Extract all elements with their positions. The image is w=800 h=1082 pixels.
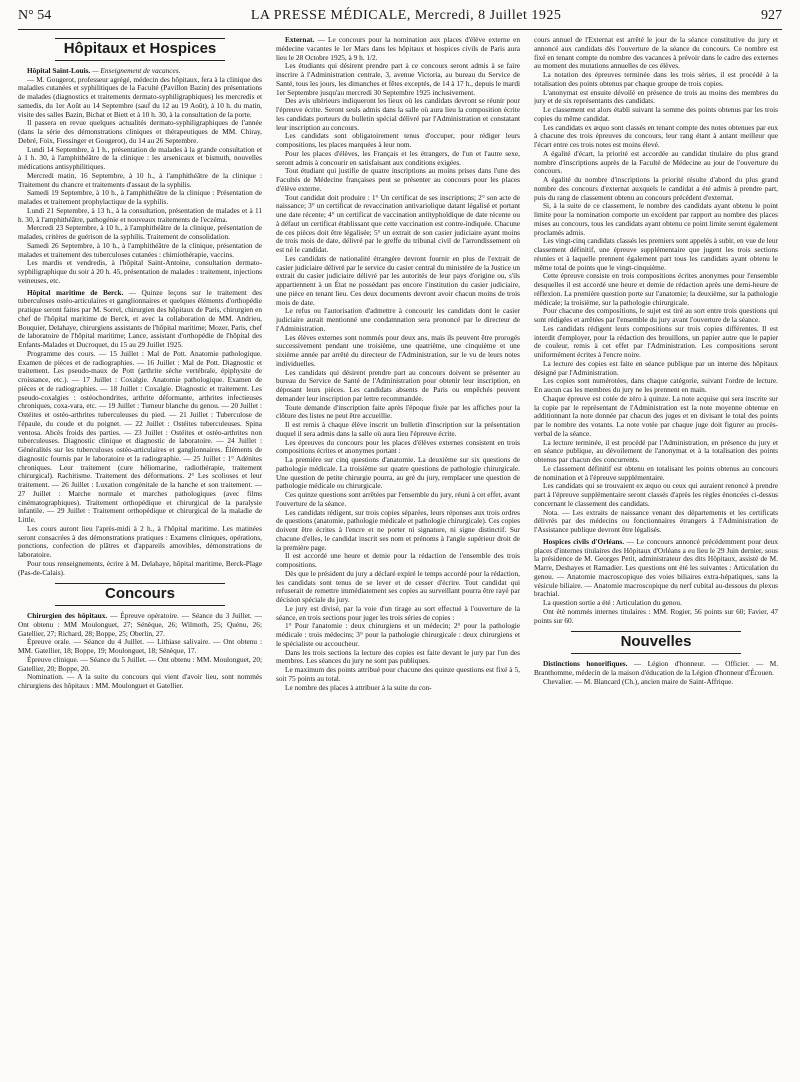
paragraph: Le classement est alors établi suivant la somme des points obtenus par les trois copies du même candidat. [534,105,778,123]
section-title-nouvelles: Nouvelles [620,633,692,651]
paragraph: Le classement définitif est obtenu en totalisant les points obtenus au concours de nomination et à l'épreuve supplémentaire. [534,463,778,482]
divider [571,653,742,654]
paragraph: Pour tous renseignements, écrire à M. Delahaye, hôpital maritime, Berck-Plage (Pas-de-Calais). [18,558,262,577]
paragraph: Chevalier. — M. Blancard (Ch.), ancien maire de Saint-Affrique. [543,676,734,686]
paragraph: Les étudiants qui désirent prendre part à ce concours seront admis à se faire inscrire à l'Administration centrale, 3, avenue Victoria, au bureau du Service de Santé, tous les jours, les dimanches et fêtes exceptés, de 14 à 17 h., depuis le mardi 1er Septembre jusqu'au mercredi 30 Septembre 1925 inclusivement. [276,61,520,97]
divider [55,60,226,61]
columns [18,36,782,1076]
paragraph: 1° Pour l'anatomie : deux chirurgiens et un médecin; 2° pour la pathologie médicale : trois médecins; 3° pour la pathologie chirurgicale : deux chirurgiens et le spécialiste ou accoucheur. [276,621,520,648]
section-title-concours: Concours [104,585,175,603]
article-chirurgien: Chirurgien des hôpitaux. — Épreuve opératoire. — Séance du 3 Juillet. — Ont obtenu : MM Moulonguet, 27; Sénèque, 26; Wilmoth, 25; Quénu, 26; Gatellier, 27; Richard, 28; Boppe, 25; Oberlin, 27. [18,611,262,638]
paragraph: Pour les places d'élèves, les Français et les étrangers, de l'un et l'autre sexe, seront admis à concourir en satisfaisant aux conditions exigées. [276,148,520,167]
paragraph: Les élèves externes sont nommés pour deux ans, mais ils peuvent être prorogés successivement pendant une troisième, une quatrième, une cinquième et une sixième année par arrêté du directeur de l'Administration, sur le vu de leurs notes individuelles. [276,332,520,368]
journal-title: LA PRESSE MÉDICALE, Mercredi, 8 Juillet 1925 [250,8,562,23]
divider [571,631,742,632]
article-externat: Externat. — Le concours pour la nomination aux places d'élève externe en médecine vacantes le 1er Mars dans les hôpitaux et hospices civils de Paris aura lieu le 28 Octobre 1925, à 9 h. 1/2. [276,36,520,62]
article-distinctions: Distinctions honorifiques. — Légion d'honneur. — Officier. — M. Branthomme, médecin de la maison d'éducation de la Légion d'honneur d'Écouen. [534,659,778,677]
paragraph: cours annuel de l'Externat est arrêté le jour de la séance constitutive du jury et annoncé aux candidats dès l'ouverture de la séance du concours. Ce nombre est fixé en tenant compte du nombre des vacances à prévoir dans le cadre des externes au moment des mutations annuelles de ces élèves. [534,36,778,71]
paragraph: Lundi 14 Septembre, à 1 h., présentation de malades à la grande consultation et à 1 h. 30, à l'amphithéâtre de la clinique : les arsenicaux et bismuth, nouvelles médications antisyphilitiques. [18,144,262,171]
paragraph: Mercredi 23 Septembre, à 10 h., à l'amphithéâtre de la clinique, présentation de malades, critères de guérison de la syphilis. Traitement de consolidation. [18,223,262,241]
paragraph: Programme des cours. — 15 Juillet : Mal de Pott. Anatomie pathologique. Examen de pièces et de radiographies. — 16 Juillet : Mal de Pott. Diagnostic et traitement. Les pseudo-maux de Pott (arthrite sèche vertébrale, épiphysite de croissance, etc.). — 17 Juillet : Coxalgie. Anatomie pathologique. Examen de pièces et de radiographies. — 18 Juillet : Coxalgie. Diagnostic et traitement. Les pseudo-coxalgies : ostéochondrites, arthrite déformante, arthrites infectieuses chroniques, coxa-vara, etc. — 19 Juillet : Tumeur blanche du genou. — 20 Juillet : Ostéites et ostéo-arthrites tuberculeuses du pied. — 21 Juillet : Tuberculose de l'épaule, du coude et du poignet. — 22 Juillet : Ostéites tuberculeuses. Spina ventosa. Abcès froids des parties. — 23 Juillet : Ostéites et ostéo-arthrites non tuberculeuses. Diagnostic clinique et diagnostic de laboratoire. — 24 Juillet : Généralités sur les tuberculoses ostéo-articulaires et ganglionnaires. Éléments de diagnostic fournis par le laboratoire et la radiographie. — 25 Juillet : 1° Adénites chroniques. Leur traitement (cure héliomarine, radiothérapie, traitement chirurgical). Rachitisme. Traitement des déformations. 2° Les scolioses et leur traitement. — 26 Juillet : Luxation congénitale de la hanche et son traitement. — 27 Juillet : Marche normale et marches pathologiques (avec films cinématographiques). Traitement orthopédique et chirurgical de la paralysie infantile. — 29 Juillet : Traitement orthopédique et chirurgical de la maladie de Little. [18,348,262,524]
divider [55,38,226,39]
divider [55,583,226,584]
paragraph: Les candidats de nationalité étrangère devront fournir en plus de l'extrait de casier judiciaire délivré par le service du casier central du ministère de la Justice un extrait du casier judiciaire délivré par les autorités de leur pays d'origine ou, s'ils appartiennent à un État ne possédant pas encore l'institution du casier judiciaire, une pièce en tenant lieu. Ces deux documents devront avoir chacun moins de trois mois de date. [276,253,520,307]
paragraph: Ces quinze questions sont arrêtées par l'ensemble du jury, réuni à cet effet, avant l'ouverture de la séance. [276,490,520,508]
paragraph: Nomination. — A la suite du concours qui vient d'avoir lieu, sont nommés chirurgiens des hôpitaux : MM. Moulonguet et Gatellier. [18,672,262,690]
paragraph: Les candidats ex æquo sont classés en tenant compte des notes obtenues par eux à chacune des trois épreuves du concours, leur rang étant à autant meilleur que l'écart entre ces trois notes est moins élevé. [534,122,778,149]
article-heading: Hôpital Saint-Louis. — Enseignement de vacances. [27,65,181,75]
article-orleans: Hospices civils d'Orléans. — Le concours annoncé précédemment pour deux places d'internes titulaires des Hôpitaux d'Orléans a eu lieu le 29 Juin dernier, sous la présidence de M. Georges Petit, administrateur des dits Hôpitaux, assisté de M. Marre, Deshayes et Ramadier. Les questions ont été les suivantes : Articulation du genou. — Anatomie macroscopique des voies biliaires extra-hépatiques, sans la vésicule biliaire. — Anatomie macroscopique du nerf cubital au-dessous du plexus brachial. [534,536,778,599]
paragraph: Les candidats qui se trouvaient ex æquo ou ceux qui auraient renoncé à prendre part à l'épreuve supplémentaire seront classés d'après les règles énoncées ci-dessus concernant le classement des candidats. [534,481,778,508]
paragraph: Dans les trois sections la lecture des copies est faite devant le jury par l'un des membres. Les séances du jury ne sont pas publiques. [276,647,520,666]
section-title-hopitaux: Hôpitaux et Hospices [63,40,217,57]
paragraph: Les candidats rédigent, sur trois copies séparées, leurs réponses aux trois ordres de questions (anatomie, pathologie médicale et pathologie chirurgicale). Ces copies doivent être écrites à l'encre et ne porter ni signature, ni signe distinctif. Sur chacune d'elles, le candidat inscrit ses nom et prénoms à l'angle supérieur droit de la première page. [276,507,520,552]
paragraph: Les vingt-cinq candidats classés les premiers sont appelés à subir, en vue de leur classement définitif, une épreuve supplémentaire que jugent les trois sections réunies et à laquelle prennent également part tous les candidats ayant obtenu le même total de points que le vingt-cinquième. [534,236,778,272]
paragraph: Les candidats sont obligatoirement tenus d'occuper, pour rédiger leurs compositions, les places marquées à leur nom. [276,131,520,149]
paragraph: La question sortie a été : Articulation du genou. [543,598,682,607]
page-header [18,8,782,30]
paragraph: Tout candidat doit produire : 1° Un certificat de ses inscriptions; 2° son acte de naissance; 3° un certificat de revaccination antivariolique datant légalisé et portant une date récente; 4° un certificat de vaccination antityphoïdique de date récente ou à défaut un certificat établissant que cette vaccination est contre-indiquée. Chacune de ces pièces doit être légalisée; 5° un extrait de son casier judiciaire ayant moins de trois mois de date, délivré par le greffe du tribunal civil de l'arrondissement où est né le candidat. [276,192,520,254]
paragraph: Ont été nommés internes titulaires : MM. Rogier, 56 points sur 60; Favier, 47 points sur 60. [534,606,778,625]
paragraph: Pour chacune des compositions, le sujet est tiré au sort entre trois questions qui sont rédigées et arrêtées par l'ensemble du jury avant l'ouverture de la séance. [534,306,778,324]
paragraph: Il est accordé une heure et demie pour la rédaction de l'ensemble des trois compositions. [276,551,520,569]
paragraph: Lundi 21 Septembre, à 13 h., à la consultation, présentation de malades et à 11 h. 30, à l'amphithéâtre, pathogénie et nouveaux traitements de l'eczéma. [18,205,262,224]
page-number: 927 [760,8,782,23]
article-berck: Hôpital maritime de Berck. — Quinze leçons sur le traitement des tuberculoses ostéo-articulaires et ganglionnaires et quelques éléments d'orthopédie pratique seront faites par M. Sorrel, chirurgien des hôpitaux de Paris, chirurgien en chef de l'hôpital maritime de Berck, et avec la collaboration de MM. Andrieu, Bouquier, Delahaye, chirurgiens assistants de l'hôpital maritime; Mozer, Paris, chef de laboratoire de l'hôpital maritime; Lance, assistant d'orthopédie de l'hôpital des Enfants-Malades et Ducroquet, du 15 au 29 Juillet 1925. [18,287,262,349]
paragraph: La lecture des copies est faite en séance publique par un interne des hôpitaux désigné par l'Administration. [534,358,778,377]
paragraph: Il passera en revue quelques actualités dermato-syphiligraphiques de l'année (dans la série des démonstrations cliniques et thérapeutiques de MM. Chiray, Debré, Foix, Fiessinger et Gougerot), du 14 au 26 Septembre. [18,118,262,145]
paragraph: Il est remis à chaque élève inscrit un bulletin d'inscription sur la présentation duquel il sera admis dans la salle où aura lieu l'épreuve écrite. [276,420,520,438]
paragraph: Des avis ultérieurs indiqueront les lieux où les candidats devront se réunir pour l'épreuve écrite. Seront seuls admis dans la salle où aura lieu la composition écrite les candidats porteurs du bulletin spécial délivré par l'Administration et constatant leur inscription au concours. [276,96,520,132]
paragraph: Dès que le président du jury a déclaré expiré le temps accordé pour la rédaction, les candidats sont tenus de se lever et de cesser d'écrire. Tout candidat qui refuserait de remettre immédiatement ses copies au surveillant pourra être rayé par décision spéciale du jury. [276,568,520,604]
paragraph: La lecture terminée, il est procédé par l'Administration, en présence du jury et en séance publique, au dévoilement de l'anonymat et à la totalisation des points obtenus par chacun des concurrents. [534,437,778,464]
paragraph: Épreuve clinique. — Séance du 5 Juillet. — Ont obtenu : MM. Moulonguet, 20; Gatellier, 20; Boppe, 20. [18,654,262,673]
paragraph: La première sur cinq questions d'anatomie. La deuxième sur six questions de pathologie médicale. La troisième sur quatre questions de pathologie chirurgicale. Une question de petite chirurgie pourra, au gré du jury, remplacer une question de pathologie médicale ou chirurgicale. [276,455,520,491]
paragraph: Les épreuves du concours pour les places d'élèves externes consistent en trois compositions écrites et anonymes portant : [276,437,520,456]
paragraph: Samedi 26 Septembre, à 10 h., à l'amphithéâtre de la clinique, présentation de malades et traitement des tuberculoses cutanées : chimiothérapie, vaccins. [18,240,262,259]
paragraph: Épreuve orale. — Séance du 4 Juillet. — Lithiase salivaire. — Ont obtenu : MM. Gatellier, 18; Boppe, 19; Moulonguet, 18; Sénèque, 17. [18,637,262,655]
paragraph: Nota. — Les extraits de naissance venant des départements et les certificats délivrés par des médecins ou fonctionnaires étrangers à l'Administration de l'Assistance publique devront être légalisés. [534,507,778,534]
paragraph: Les cours auront lieu l'après-midi à 2 h., à l'hôpital maritime. Les matinées seront consacrées à des démonstrations pratiques : Examens cliniques, opérations, ponctions, confection de plâtres et d'appareils amovibles, démonstrations de laboratoire. [18,523,262,559]
paragraph: Le jury est divisé, par la voie d'un tirage au sort effectué à l'ouverture de la séance, en trois sections pour juger les trois séries de copies : [276,603,520,622]
paragraph: Les candidats qui désirent prendre part au concours doivent se présenter au bureau du Service de Santé de l'Administration pour obtenir leur inscription, en déposant leurs pièces. Les candidats absents de Paris ou empêchés peuvent demander leur inscription par lettre recommandée. [276,367,520,403]
paragraph: Chaque épreuve est cotée de zéro à quinze. La note acquise qui sera inscrite sur la copie par le représentant de l'Administration est la note moyenne obtenue en additionnant la note donnée par chacun des juges et en divisant le total des points par le nombre des votants. La note votée par chaque juge doit figurer au procès-verbal de la séance. [534,393,778,438]
paragraph: — M. Gougerot, professeur agrégé, médecin des hôpitaux, fera à la clinique des maladies cutanées et syphilitiques de la Faculté (Pavillon Bazin) des présentations de malades (diagnostics et traitements dermato-syphiligraphiques) les mercredis et samedis, du 1er Août au 14 Septembre (sauf du 12 au 19 Août), à 10 h. du matin, visite des salles Bazin, Bichat et Biett et à 10 h. 30, à la consultation de la porte. [18,74,262,119]
paragraph: Mercredi matin, 16 Septembre, à 10 h., à l'amphithéâtre de la clinique : Traitement du chancre et traitements d'assaut de la syphilis. [18,170,262,189]
paragraph: Toute demande d'inscription faite après l'époque fixée par les affiches pour la clôture des listes ne peut être accueillie. [276,402,520,421]
paragraph: Si, à la suite de ce classement, le nombre des candidats ayant obtenu le point limite pour la nomination comporte un excédent par rapport au nombre des places mises au concours, tous les candidats ayant obtenu ce point limite seront également proclamés admis. [534,201,778,237]
paragraph: Samedi 19 Septembre, à 10 h., à l'amphithéâtre de la clinique : Présentation de malades et traitement prophylactique de la syphilis. [18,188,262,206]
paragraph: Les candidats rédigent leurs compositions sur trois copies différentes. Il est interdit d'employer, pour la rédaction des brouillons, un papier autre que le papier de couleur, remis à cet effet par l'Administration. Les compositions seront uniformément écrites à l'encre noire. [534,323,778,359]
paragraph: Les copies sont numérotées, dans chaque catégorie, suivant l'ordre de lecture. En aucun cas les membres du jury ne les prennent en main. [534,376,778,394]
issue-number: N° 54 [18,8,52,23]
column-1 [18,36,262,1076]
paragraph: Le maximum des points attribué pour chacune des quinze questions est fixé à 5, soit 75 points au total. [276,665,520,683]
paragraph: Cette épreuve consiste en trois compositions écrites anonymes pour l'ensemble desquelles il est accordé une heure et demie de rédaction après une demi-heure de réflexion. La première question porte sur l'anatomie; la deuxième, sur la pathologie médicale; la troisième, sur la pathologie chirurgicale. [534,271,778,307]
divider [55,605,226,606]
paragraph: Le nombre des places à attribuer à la suite du con- [285,682,432,692]
paragraph: L'anonymat est ensuite dévoilé en présence de trois au moins des membres du jury et de six représentants des candidats. [534,87,778,106]
paragraph: Tout étudiant qui justifie de quatre inscriptions au moins prises dans l'une des Facultés de Médecine françaises peut se présenter au concours pour les places d'élève externe. [276,166,520,193]
paragraph: Le refus ou l'autorisation d'admettre à concourir les candidats dont le casier judiciaire aurait mentionné une condamnation sera prononcé par le directeur de l'Administration. [276,306,520,333]
paragraph: Les mardis et vendredis, à l'hôpital Saint-Antoine, consultation dermato-syphiligraphique du soir à 20 h. 45, présentation de malades : traitement, injections veineuses, etc. [18,258,262,285]
column-3 [534,36,778,1076]
paragraph: A égalité du nombre d'inscriptions la priorité résulte d'abord du plus grand nombre des concours d'externat auxquels le candidat a été admis à prendre part, puis du rang de classement obtenu au concours précédent d'externat. [534,175,778,202]
column-2 [276,36,520,1076]
paragraph: A égalité d'écart, la priorité est accordée au candidat titulaire du plus grand nombre d'inscriptions auprès de la Faculté de Médecine au jour de l'ouverture du concours. [534,148,778,176]
paragraph: La notation des épreuves terminée dans les trois séries, il est procédé à la totalisation des points obtenus par chaque groupe de trois copies. [534,70,778,88]
